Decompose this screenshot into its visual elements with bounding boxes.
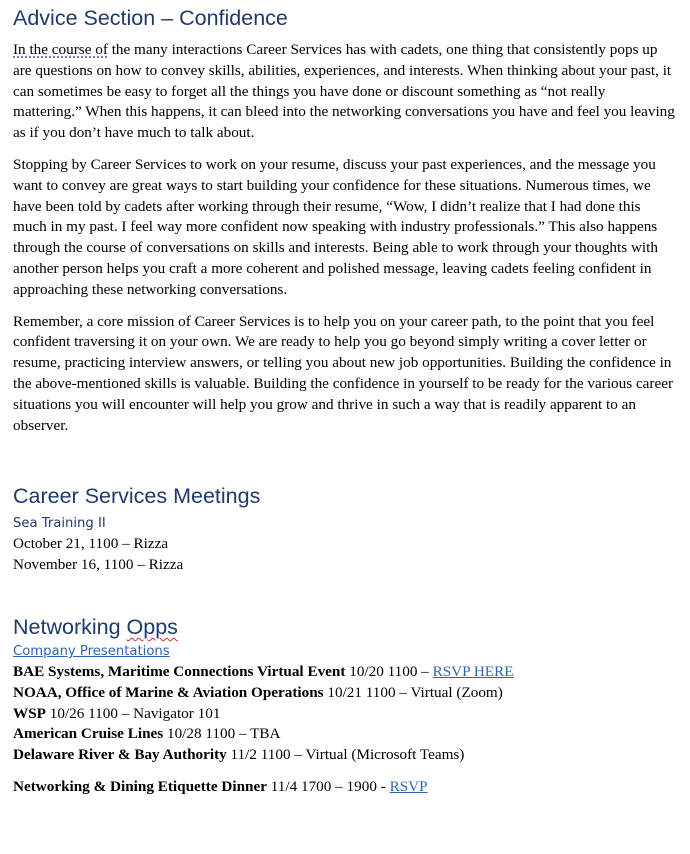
dinner-event <box>13 777 676 798</box>
event-name: American Cruise Lines <box>13 725 164 743</box>
event-item <box>13 704 676 725</box>
meetings-subheading: Sea Training II <box>13 516 106 532</box>
grammar-flagged-phrase[interactable]: In the course of <box>13 41 108 58</box>
event-detail: 10/26 1100 – Navigator 101 <box>45 704 221 722</box>
meeting-item: October 21, 1100 – Rizza <box>13 535 169 553</box>
event-item <box>13 724 676 745</box>
meeting-item: November 16, 1100 – Rizza <box>13 556 184 574</box>
event-name: BAE Systems, Maritime Connections Virtual Event <box>13 662 346 680</box>
advice-heading: Advice Section – Confidence <box>13 6 288 30</box>
dinner-detail: 11/4 1700 – 1900 - <box>266 777 390 795</box>
advice-paragraph-1 <box>13 40 676 144</box>
meetings-list <box>13 534 676 576</box>
event-detail: 10/28 1100 – TBA <box>163 725 281 743</box>
event-detail: 11/2 1100 – Virtual (Microsoft Teams) <box>226 746 465 764</box>
event-item <box>13 662 676 683</box>
advice-paragraph-1-text: the many interactions Career Services has with cadets, one thing that consistently pops up are questions on how to convey skills, abilities, experiences, and interests. When thinking about your past, it can sometimes be easy to forget all the things you have done or discount something as “not really mattering.” When this happens, it can bleed into the networking conversations you have and feel you leaving as if you don’t have much to talk about. <box>13 41 675 142</box>
event-name: NOAA, Office of Marine & Aviation Operations <box>13 683 324 701</box>
company-presentations-link[interactable]: Company Presentations <box>13 643 170 659</box>
networking-heading-text: Networking <box>13 614 127 639</box>
networking-heading <box>13 613 676 641</box>
spellcheck-flagged-word[interactable]: Opps <box>126 614 178 639</box>
meetings-heading: Career Services Meetings <box>13 484 261 509</box>
event-name: Delaware River & Bay Authority <box>13 746 227 764</box>
advice-paragraph-2: Stopping by Career Services to work on your resume, discuss your past experiences, and the message you want to convey are great ways to start building your confidence for these situations. Numerous times, we have been told by cadets after working through their resume, “Wow, I didn’t realize that I had done this much in my past. I feel way more confident now speaking with industry professionals.” This also happens through the course of conversations on skills and interests. Being able to work through your thoughts with another person helps you craft a more coherent and polished message, leaving cadets feeling confident in approaching these networking conversations. <box>13 155 658 298</box>
event-item <box>13 683 676 704</box>
events-list <box>13 662 676 766</box>
event-detail: 10/20 1100 – <box>345 662 433 680</box>
event-item <box>13 745 676 766</box>
dinner-rsvp-link[interactable]: RSVP <box>389 777 428 795</box>
event-detail: 10/21 1100 – Virtual (Zoom) <box>323 683 503 701</box>
dinner-name: Networking & Dining Etiquette Dinner <box>13 777 267 795</box>
event-name: WSP <box>13 704 46 722</box>
rsvp-here-link[interactable]: RSVP HERE <box>432 662 514 680</box>
advice-paragraph-3: Remember, a core mission of Career Services is to help you on your career path, to the point that you feel confident traversing it on your own. We are ready to help you go beyond simply writing a cover letter or resume, practicing interview answers, or telling you about new job opportunities. Building the confidence in the above-mentioned skills is valuable. Building the confidence in yourself to be ready for the various career situations you will encounter will help you grow and thrive in such a way that is readily apparent to an observer. <box>13 312 674 434</box>
